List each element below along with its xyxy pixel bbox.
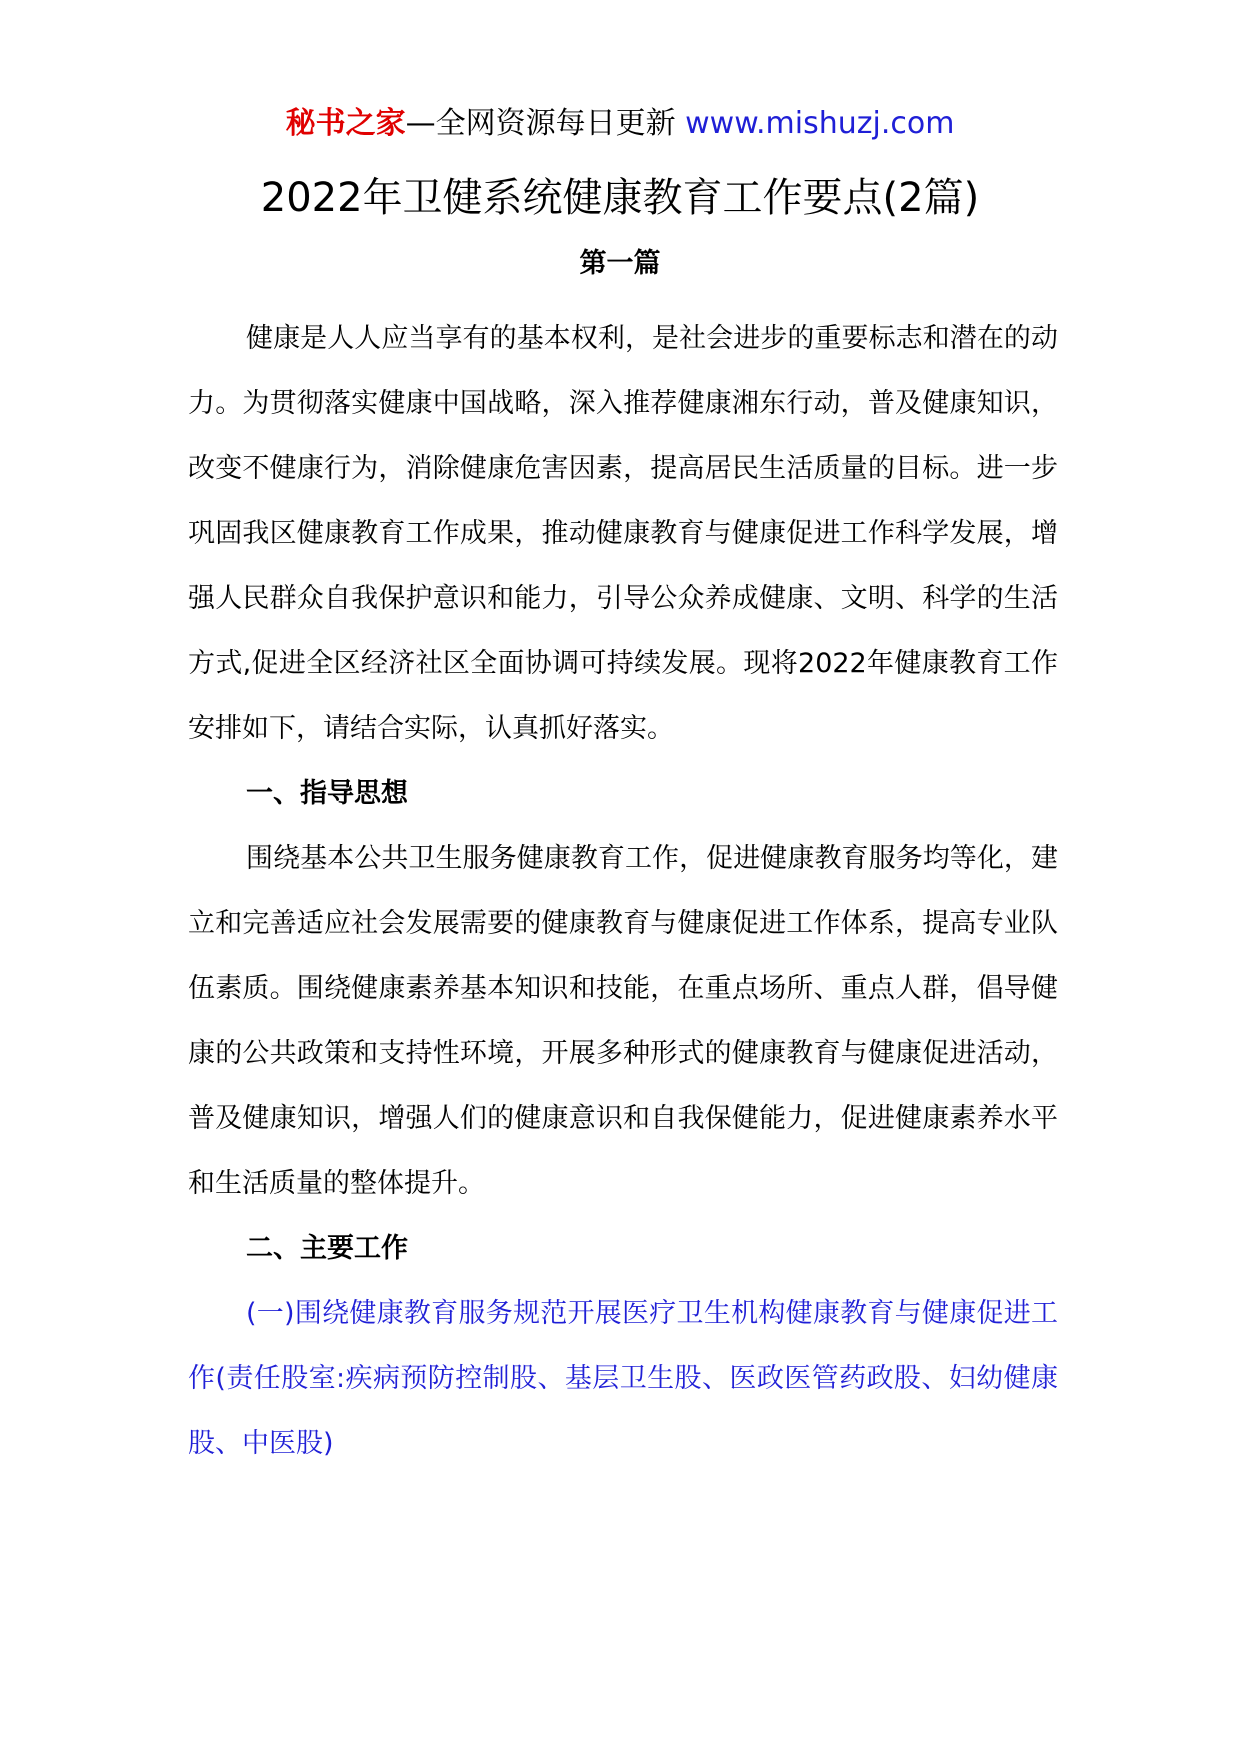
section-heading-guiding-ideology: 一、指导思想 (246, 778, 408, 809)
site-header (0, 100, 1240, 148)
header-tagline: —全网资源每日更新 (405, 106, 686, 141)
guiding-ideology-paragraph: 围绕基本公共卫生服务健康教育工作，促进健康教育服务均等化，建立和完善适应社会发展需要的健康教育与健康促进工作体系，提高专业队伍素质。围绕健康素养基本知识和技能，在重点场所、重点人群，倡导健康的公共政策和支持性环境，开展多种形式的健康教育与健康促进活动，普及健康知识，增强人们的健康意识和自我保健能力，促进健康素养水平和生活质量的整体提升。 (188, 843, 1058, 1199)
document-title: 2022年卫健系统健康教育工作要点(2篇) (260, 175, 980, 221)
brand-name: 秘书之家 (285, 106, 406, 141)
part-title: 第一篇 (579, 248, 661, 279)
document-body (188, 306, 1058, 1476)
intro-paragraph: 健康是人人应当享有的基本权利，是社会进步的重要标志和潜在的动力。为贯彻落实健康中国战略，深入推荐健康湘东行动，普及健康知识，改变不健康行为，消除健康危害因素，提高居民生活质量的目标。进一步巩固我区健康教育工作成果，推动健康教育与健康促进工作科学发展，增强人民群众自我保护意识和能力，引导公众养成健康、文明、科学的生活方式,促进全区经济社区全面协调可持续发展。现将2022年健康教育工作安排如下，请结合实际，认真抓好落实。 (188, 323, 1058, 744)
main-work-item-1: (一)围绕健康教育服务规范开展医疗卫生机构健康教育与健康促进工作(责任股室:疾病预防控制股、基层卫生股、医政医管药政股、妇幼健康股、中医股) (188, 1298, 1058, 1459)
section-heading-main-work: 二、主要工作 (246, 1233, 408, 1264)
site-url-link[interactable]: www.mishuzj.com (685, 106, 955, 141)
